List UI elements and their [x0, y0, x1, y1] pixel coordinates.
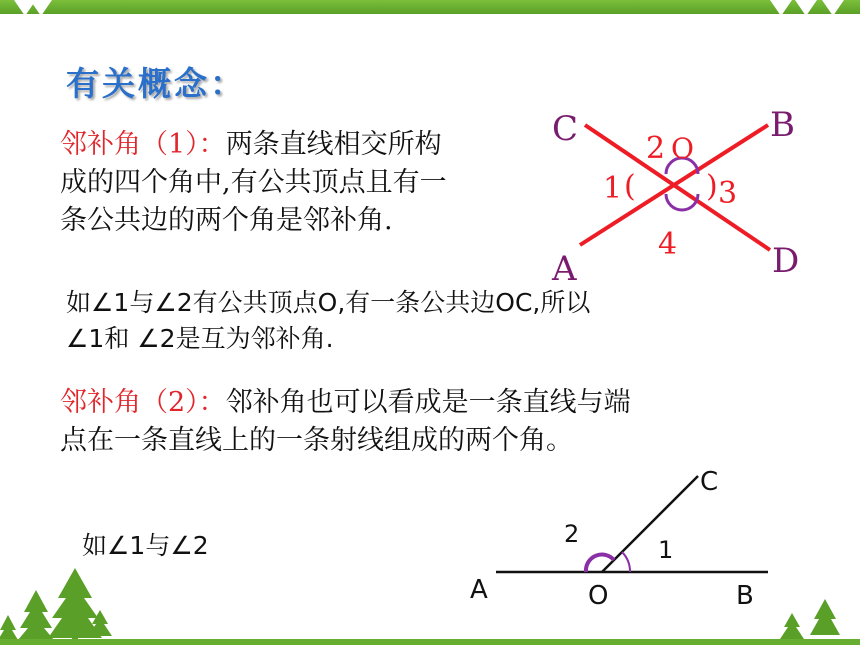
tree-decor-right — [770, 595, 860, 645]
angle-label-4: 4 — [658, 227, 678, 262]
tree-icon — [0, 615, 18, 640]
example-1 — [66, 285, 590, 357]
angle-label-2: 2 — [564, 520, 580, 548]
definition-1-line-2: 成的四个角中,有公共顶点且有一 — [60, 167, 447, 198]
ray-on-line-figure — [462, 462, 792, 612]
point-label-a: A — [552, 249, 577, 285]
point-label-a: A — [470, 575, 488, 605]
page-title: 有关概念： — [66, 64, 246, 103]
definition-2-term: 邻补角（2）： — [60, 387, 226, 418]
intersecting-lines-figure — [540, 100, 810, 285]
definition-2 — [60, 384, 631, 460]
point-label-c: C — [700, 467, 719, 497]
angle-paren-1: ( — [624, 169, 636, 204]
tree-icon — [780, 613, 804, 639]
angle-label-1: 1 — [603, 171, 623, 206]
definition-2-line-1: 邻补角也可以看成是一条直线与端 — [225, 387, 631, 418]
tree-icon — [18, 590, 54, 640]
definition-1 — [60, 126, 447, 240]
example-2: 如∠1与∠2 — [82, 531, 209, 560]
triangle-decor — [30, 0, 52, 16]
angle-label-3: 3 — [718, 176, 738, 211]
definition-1-term: 邻补角（1）： — [60, 129, 226, 160]
definition-1-line-1: 两条直线相交所构 — [225, 129, 442, 160]
angle-paren-3: ) — [706, 169, 718, 204]
definition-2-line-2: 点在一条直线上的一条射线组成的两个角。 — [60, 425, 573, 456]
tree-icon — [810, 599, 840, 635]
bottom-decor-bar — [0, 639, 860, 645]
angle-label-2: 2 — [646, 131, 666, 166]
tree-decor-left — [0, 560, 120, 645]
triangle-decor — [822, 0, 844, 16]
triangle-decor — [770, 0, 792, 16]
point-label-d: D — [772, 241, 800, 281]
angle-label-1: 1 — [658, 536, 674, 564]
angle-arc-1 — [622, 552, 630, 572]
point-label-o: O — [588, 581, 609, 611]
triangle-decor — [795, 0, 817, 16]
point-label-b: B — [736, 581, 754, 611]
example-1-line-1: 如∠1与∠2有公共顶点O,有一条公共边OC,所以 — [66, 288, 591, 317]
definition-1-line-3: 条公共边的两个角是邻补角. — [60, 205, 393, 236]
ray-oc — [602, 476, 698, 572]
top-decor-bar — [0, 0, 860, 14]
point-label-c: C — [552, 109, 579, 149]
example-1-line-2: ∠1和 ∠2是互为邻补角. — [66, 324, 334, 353]
point-label-o: O — [671, 132, 694, 165]
point-label-b: B — [770, 105, 795, 145]
